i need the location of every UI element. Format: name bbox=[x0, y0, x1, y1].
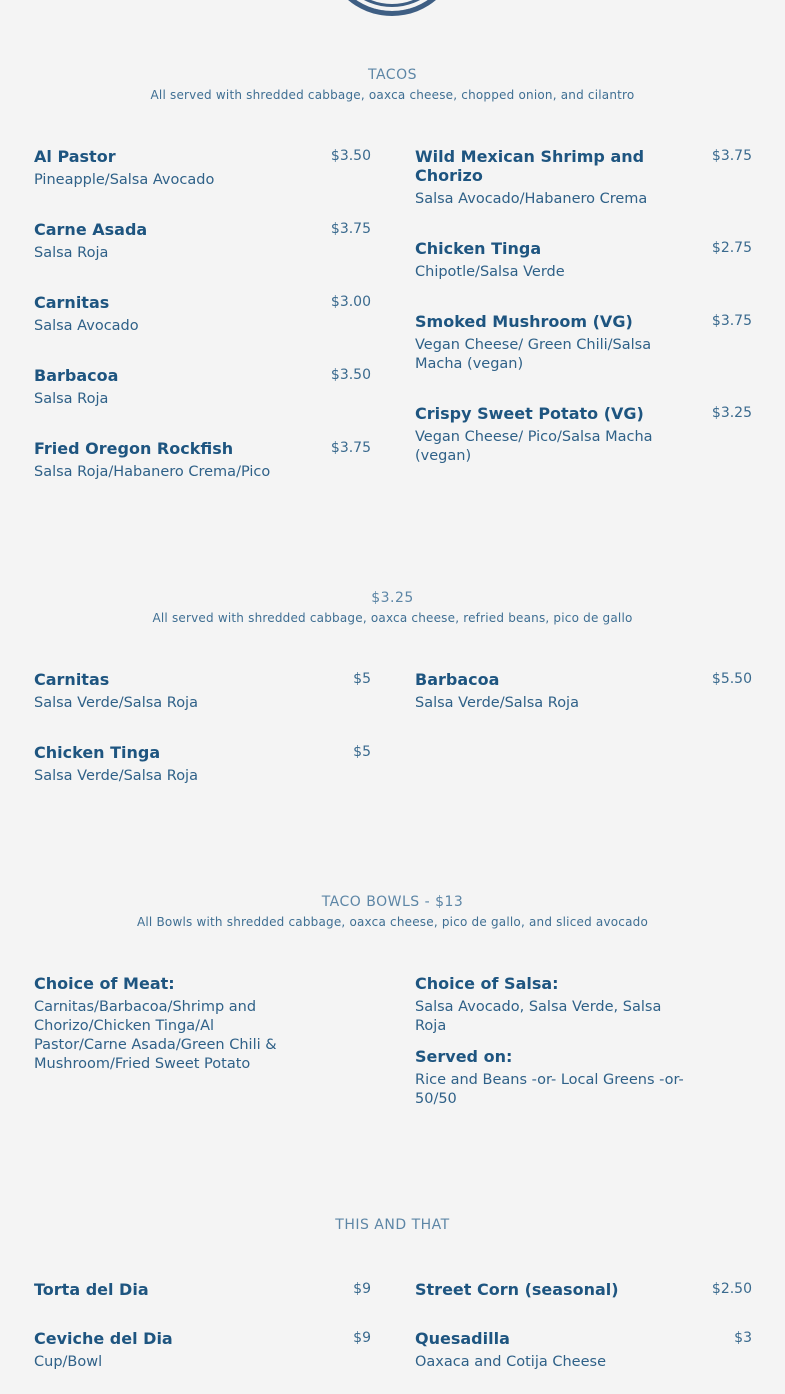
item-name: Choice of Meat: bbox=[34, 974, 175, 993]
section-subtitle: All served with shredded cabbage, oaxca cheese, chopped onion, and cilantro bbox=[150, 88, 635, 102]
item-description: Salsa Roja bbox=[34, 391, 109, 407]
item-name: Carne Asada bbox=[34, 220, 148, 239]
menu-item bbox=[415, 1280, 752, 1299]
menu-item bbox=[34, 670, 371, 713]
item-name: Served on: bbox=[415, 1047, 513, 1066]
menu-item bbox=[34, 1280, 371, 1299]
section-title: $3.25 bbox=[371, 590, 414, 606]
menu-item bbox=[415, 974, 752, 1036]
item-description: Cup/Bowl bbox=[34, 1354, 103, 1370]
item-price: $5 bbox=[353, 671, 371, 687]
item-price: $3.50 bbox=[330, 367, 371, 383]
tacos-section-header bbox=[0, 66, 785, 103]
restaurant-logo bbox=[326, 0, 458, 16]
item-name: Street Corn (seasonal) bbox=[415, 1280, 619, 1299]
section2-header bbox=[0, 589, 785, 626]
section-title: TACOS bbox=[368, 67, 417, 83]
menu-item bbox=[415, 239, 752, 282]
item-name: Chicken Tinga bbox=[34, 743, 161, 762]
item-name: Wild Mexican Shrimp and Chorizo bbox=[415, 147, 645, 185]
this-and-that-header bbox=[0, 1216, 785, 1234]
item-description: Chipotle/Salsa Verde bbox=[415, 264, 565, 280]
item-price: $2.50 bbox=[711, 1281, 752, 1297]
menu-item bbox=[415, 1329, 752, 1372]
item-name: Choice of Salsa: bbox=[415, 974, 559, 993]
menu-item bbox=[415, 312, 752, 374]
item-name: Chicken Tinga bbox=[415, 239, 542, 258]
item-price: $3.75 bbox=[711, 148, 752, 164]
menu-item bbox=[34, 974, 371, 1074]
item-price: $3.75 bbox=[330, 440, 371, 456]
item-name: Torta del Dia bbox=[34, 1280, 149, 1299]
menu-item bbox=[415, 1047, 752, 1109]
item-name: Al Pastor bbox=[34, 147, 116, 166]
item-name: Carnitas bbox=[34, 670, 110, 689]
item-description: Salsa Avocado, Salsa Verde, Salsa Roja bbox=[415, 999, 662, 1034]
menu-item bbox=[34, 439, 371, 482]
menu-item bbox=[34, 743, 371, 786]
item-description: Salsa Roja/Habanero Crema/Pico bbox=[34, 464, 271, 480]
item-description: Salsa Avocado/Habanero Crema bbox=[415, 191, 648, 207]
item-price: $5.50 bbox=[711, 671, 752, 687]
item-price: $9 bbox=[353, 1330, 371, 1346]
item-description: Salsa Verde/Salsa Roja bbox=[415, 695, 579, 711]
item-description: Salsa Verde/Salsa Roja bbox=[34, 695, 198, 711]
menu-item bbox=[415, 147, 752, 209]
item-name: Smoked Mushroom (VG) bbox=[415, 312, 633, 331]
item-price: $3.00 bbox=[330, 294, 371, 310]
section-subtitle: All Bowls with shredded cabbage, oaxca cheese, pico de gallo, and sliced avocado bbox=[136, 915, 649, 929]
item-description: Carnitas/Barbacoa/Shrimp and Chorizo/Chicken Tinga/Al Pastor/Carne Asada/Green Chili & Mushroom/Fried Sweet Potato bbox=[34, 999, 277, 1072]
item-price: $3.75 bbox=[711, 313, 752, 329]
menu-item bbox=[34, 220, 371, 263]
item-description: Rice and Beans -or- Local Greens -or- 50/50 bbox=[415, 1072, 684, 1107]
item-price: $5 bbox=[353, 744, 371, 760]
item-price: $9 bbox=[353, 1281, 371, 1297]
item-description: Vegan Cheese/ Pico/Salsa Macha (vegan) bbox=[415, 429, 653, 464]
section-subtitle: All served with shredded cabbage, oaxca cheese, refried beans, pico de gallo bbox=[152, 611, 633, 625]
item-price: $3.75 bbox=[330, 221, 371, 237]
section-title: TACO BOWLS - $13 bbox=[321, 894, 464, 910]
menu-item bbox=[34, 1329, 371, 1372]
item-name: Fried Oregon Rockfish bbox=[34, 439, 234, 458]
item-description: Salsa Avocado bbox=[34, 318, 139, 334]
item-name: Crispy Sweet Potato (VG) bbox=[415, 404, 644, 423]
item-description: Salsa Verde/Salsa Roja bbox=[34, 768, 198, 784]
item-price: $2.75 bbox=[711, 240, 752, 256]
item-name: Carnitas bbox=[34, 293, 110, 312]
menu-item bbox=[34, 366, 371, 409]
item-description: Vegan Cheese/ Green Chili/Salsa Macha (vegan) bbox=[415, 337, 652, 372]
item-price: $3.50 bbox=[330, 148, 371, 164]
item-name: Quesadilla bbox=[415, 1329, 510, 1348]
menu-item bbox=[415, 670, 752, 713]
menu-item bbox=[415, 404, 752, 466]
menu-item bbox=[34, 147, 371, 190]
item-description: Pineapple/Salsa Avocado bbox=[34, 172, 215, 188]
item-price: $3.25 bbox=[711, 405, 752, 421]
item-description: Salsa Roja bbox=[34, 245, 109, 261]
bowls-section-header bbox=[0, 893, 785, 930]
section-title: THIS AND THAT bbox=[335, 1217, 450, 1233]
item-name: Barbacoa bbox=[34, 366, 119, 385]
menu-item bbox=[34, 293, 371, 336]
item-name: Barbacoa bbox=[415, 670, 500, 689]
item-price: $3 bbox=[734, 1330, 752, 1346]
item-description: Oaxaca and Cotija Cheese bbox=[415, 1354, 606, 1370]
item-name: Ceviche del Dia bbox=[34, 1329, 173, 1348]
